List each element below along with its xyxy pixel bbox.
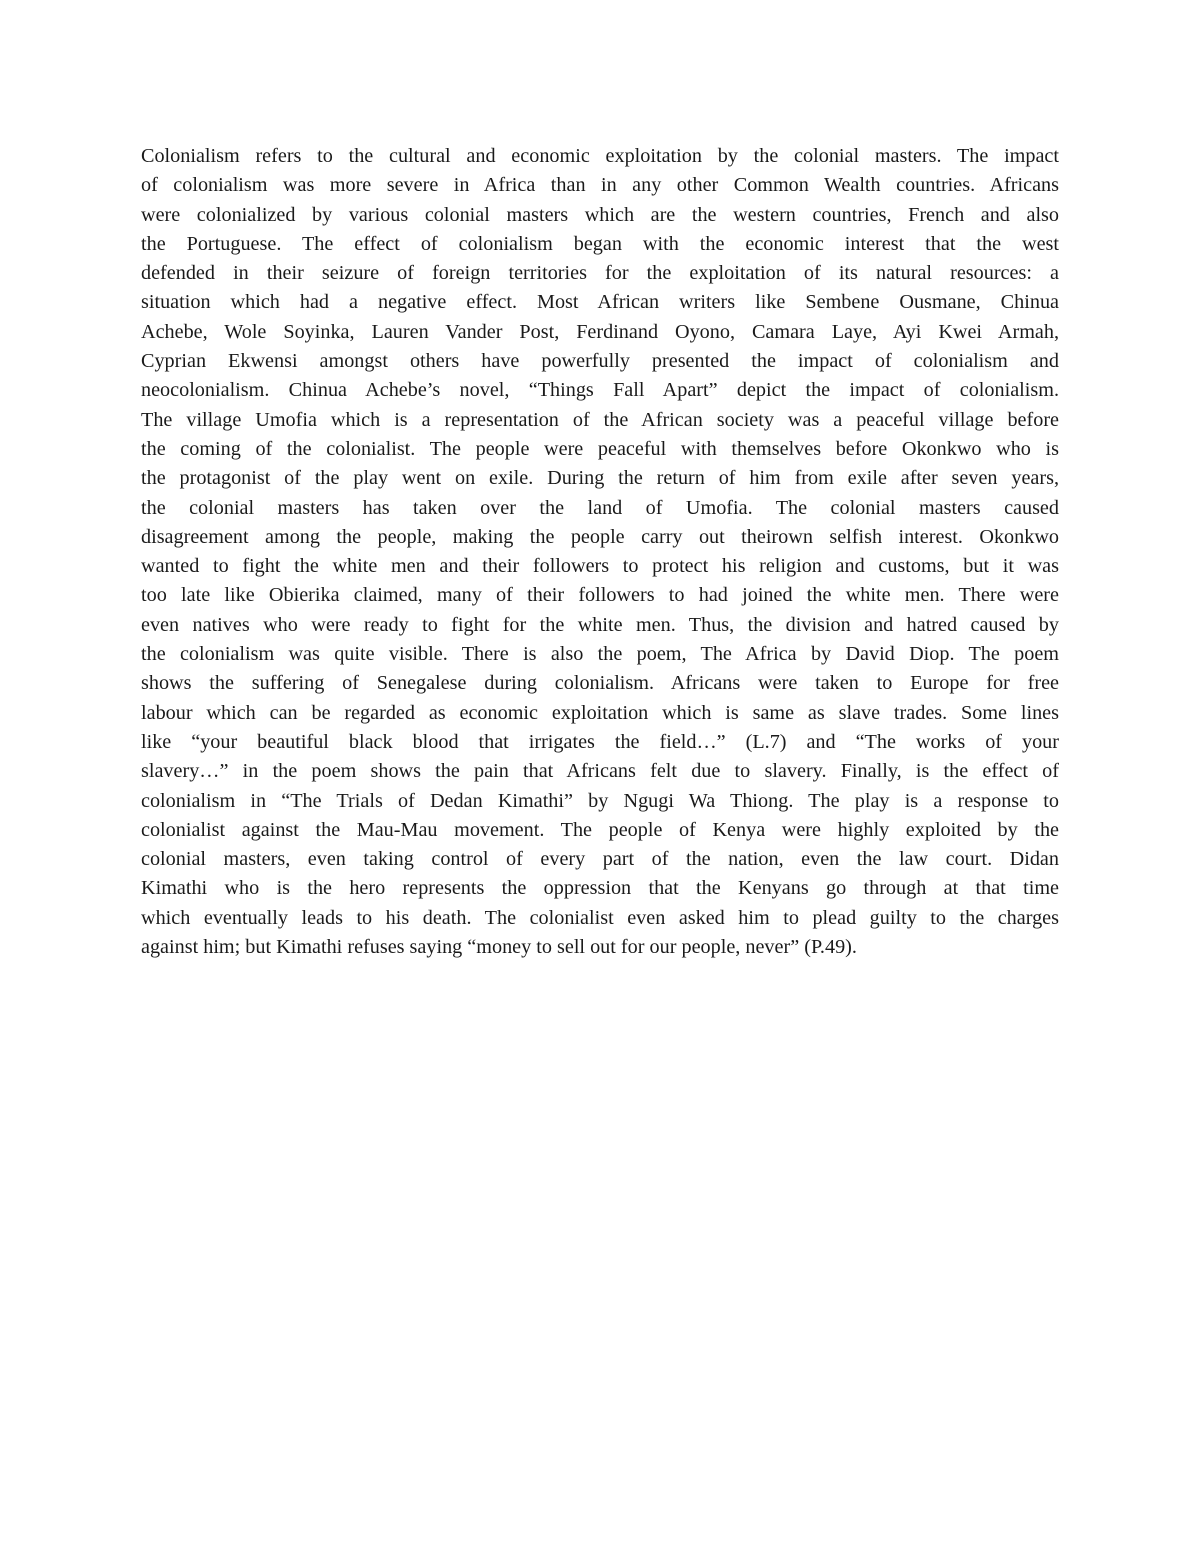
paragraph-line: against him; but Kimathi refuses saying “money to sell out for our people, never” (P.49).	[141, 936, 857, 959]
paragraph-line: the coming of the colonialist. The people were peaceful with themselves before Okonkwo who is	[141, 437, 1059, 460]
paragraph-line: Cyprian Ekwensi amongst others have powerfully presented the impact of colonialism and	[141, 350, 1059, 373]
paragraph-line: which eventually leads to his death. The colonialist even asked him to plead guilty to the charges	[141, 906, 1059, 929]
paragraph-line: even natives who were ready to fight for the white men. Thus, the division and hatred caused by	[141, 613, 1059, 636]
paragraph-line: the colonial masters has taken over the land of Umofia. The colonial masters caused	[141, 496, 1059, 519]
paragraph-line: colonial masters, even taking control of every part of the nation, even the law court. Didan	[141, 848, 1059, 871]
paragraph-line: disagreement among the people, making the people carry out theirown selfish interest. Okonkwo	[141, 525, 1059, 548]
paragraph-line: of colonialism was more severe in Africa than in any other Common Wealth countries. Africans	[141, 174, 1059, 197]
paragraph-line: were colonialized by various colonial masters which are the western countries, French and also	[141, 203, 1059, 226]
essay-paragraph	[141, 142, 1059, 962]
paragraph-line: labour which can be regarded as economic exploitation which is same as slave trades. Some lines	[141, 701, 1059, 724]
paragraph-line: colonialism in “The Trials of Dedan Kimathi” by Ngugi Wa Thiong. The play is a response to	[141, 789, 1059, 812]
paragraph-line: Kimathi who is the hero represents the oppression that the Kenyans go through at that time	[141, 877, 1059, 900]
paragraph-line: defended in their seizure of foreign territories for the exploitation of its natural resources: a	[141, 262, 1059, 285]
paragraph-line: shows the suffering of Senegalese during colonialism. Africans were taken to Europe for free	[141, 672, 1059, 695]
paragraph-line: the colonialism was quite visible. There is also the poem, The Africa by David Diop. The poem	[141, 643, 1059, 666]
paragraph-line: slavery…” in the poem shows the pain that Africans felt due to slavery. Finally, is the effect of	[141, 760, 1059, 783]
paragraph-line: the protagonist of the play went on exile. During the return of him from exile after seven years,	[141, 467, 1059, 490]
paragraph-line: the Portuguese. The effect of colonialism began with the economic interest that the west	[141, 232, 1059, 255]
paragraph-line: The village Umofia which is a representation of the African society was a peaceful village before	[141, 408, 1059, 431]
paragraph-line: wanted to fight the white men and their followers to protect his religion and customs, but it was	[141, 555, 1059, 578]
paragraph-line: neocolonialism. Chinua Achebe’s novel, “Things Fall Apart” depict the impact of colonialism.	[141, 379, 1059, 402]
paragraph-line: situation which had a negative effect. Most African writers like Sembene Ousmane, Chinua	[141, 291, 1059, 314]
paragraph-line: like “your beautiful black blood that irrigates the field…” (L.7) and “The works of your	[141, 730, 1059, 753]
paragraph-line: Colonialism refers to the cultural and economic exploitation by the colonial masters. The impact	[141, 145, 1059, 167]
paragraph-line: Achebe, Wole Soyinka, Lauren Vander Post, Ferdinand Oyono, Camara Laye, Ayi Kwei Armah,	[141, 320, 1059, 343]
paragraph-line: colonialist against the Mau-Mau movement. The people of Kenya were highly exploited by the	[141, 818, 1059, 841]
paragraph-line: too late like Obierika claimed, many of their followers to had joined the white men. There were	[141, 584, 1059, 607]
